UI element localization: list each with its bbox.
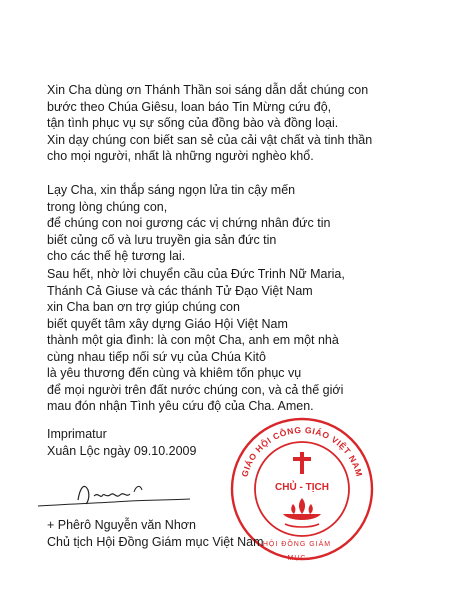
imprimatur-label: Imprimatur [47, 427, 107, 441]
text-line: Xin Cha dùng ơn Thánh Thần soi sáng dẫn dắt chúng con [47, 83, 369, 97]
text-line: bước theo Chúa Giêsu, loan báo Tin Mừng cứu độ, [47, 99, 332, 114]
text-line: Thánh Cả Giuse và các thánh Tử Đạo Việt Nam [47, 283, 313, 298]
svg-text:CHỦ - TỊCH: CHỦ - TỊCH [275, 482, 329, 493]
text-line: biết quyết tâm xây dựng Giáo Hội Việt Nam [47, 316, 288, 331]
svg-text:GIÁO HỘI CÔNG GIÁO VIỆT NAM: GIÁO HỘI CÔNG GIÁO VIỆT NAM [239, 424, 365, 478]
signatory-block [47, 517, 264, 551]
text-line: Lạy Cha, xin thắp sáng ngọn lửa tin cậy mến [47, 183, 296, 197]
text-line: Sau hết, nhờ lời chuyển cầu của Đức Trinh Nữ Maria, [47, 267, 345, 281]
text-line: trong lòng chúng con, [47, 199, 168, 214]
place-date: Xuân Lộc ngày 09.10.2009 [47, 444, 197, 458]
imprimatur-block [47, 426, 196, 460]
prayer-paragraph-3 [47, 266, 345, 415]
handwritten-signature [30, 470, 230, 520]
text-line: để chúng con noi gương các vị chứng nhân đức tin [47, 216, 331, 230]
signatory-title: Chủ tịch Hội Đồng Giám mục Việt Nam [47, 535, 264, 549]
text-line: biết củng cố và lưu truyền gia sản đức tin [47, 232, 277, 247]
prayer-paragraph-1 [47, 82, 372, 165]
text-line: là yêu thương đến cùng và khiêm tốn phục vụ [47, 366, 302, 380]
text-line: cho mọi người, nhất là những người nghèo khổ. [47, 149, 314, 163]
text-line: cho các thế hệ tương lai. [47, 249, 186, 263]
text-line: cùng nhau tiếp nối sứ vụ của Chúa Kitô [47, 349, 266, 364]
seal-bottom-text: HỘI ĐỒNG GIÁM MỤC [262, 541, 332, 562]
text-line: thành một gia đình: là con một Cha, anh em một nhà [47, 333, 339, 347]
signatory-name: + Phêrô Nguyễn văn Nhơn [47, 518, 196, 532]
text-line: tận tình phục vụ sự sống của đồng bào và đồng loại. [47, 116, 339, 130]
text-line: Xin dạy chúng con biết san sẻ của cải vật chất và tinh thần [47, 132, 373, 147]
text-line: xin Cha ban ơn trợ giúp chúng con [47, 300, 240, 314]
text-line: mau đón nhận Tình yêu cứu độ của Cha. Amen. [47, 399, 314, 413]
prayer-paragraph-2 [47, 182, 330, 265]
text-line: để mọi người trên đất nước chúng con, và cả thế giới [47, 382, 344, 397]
